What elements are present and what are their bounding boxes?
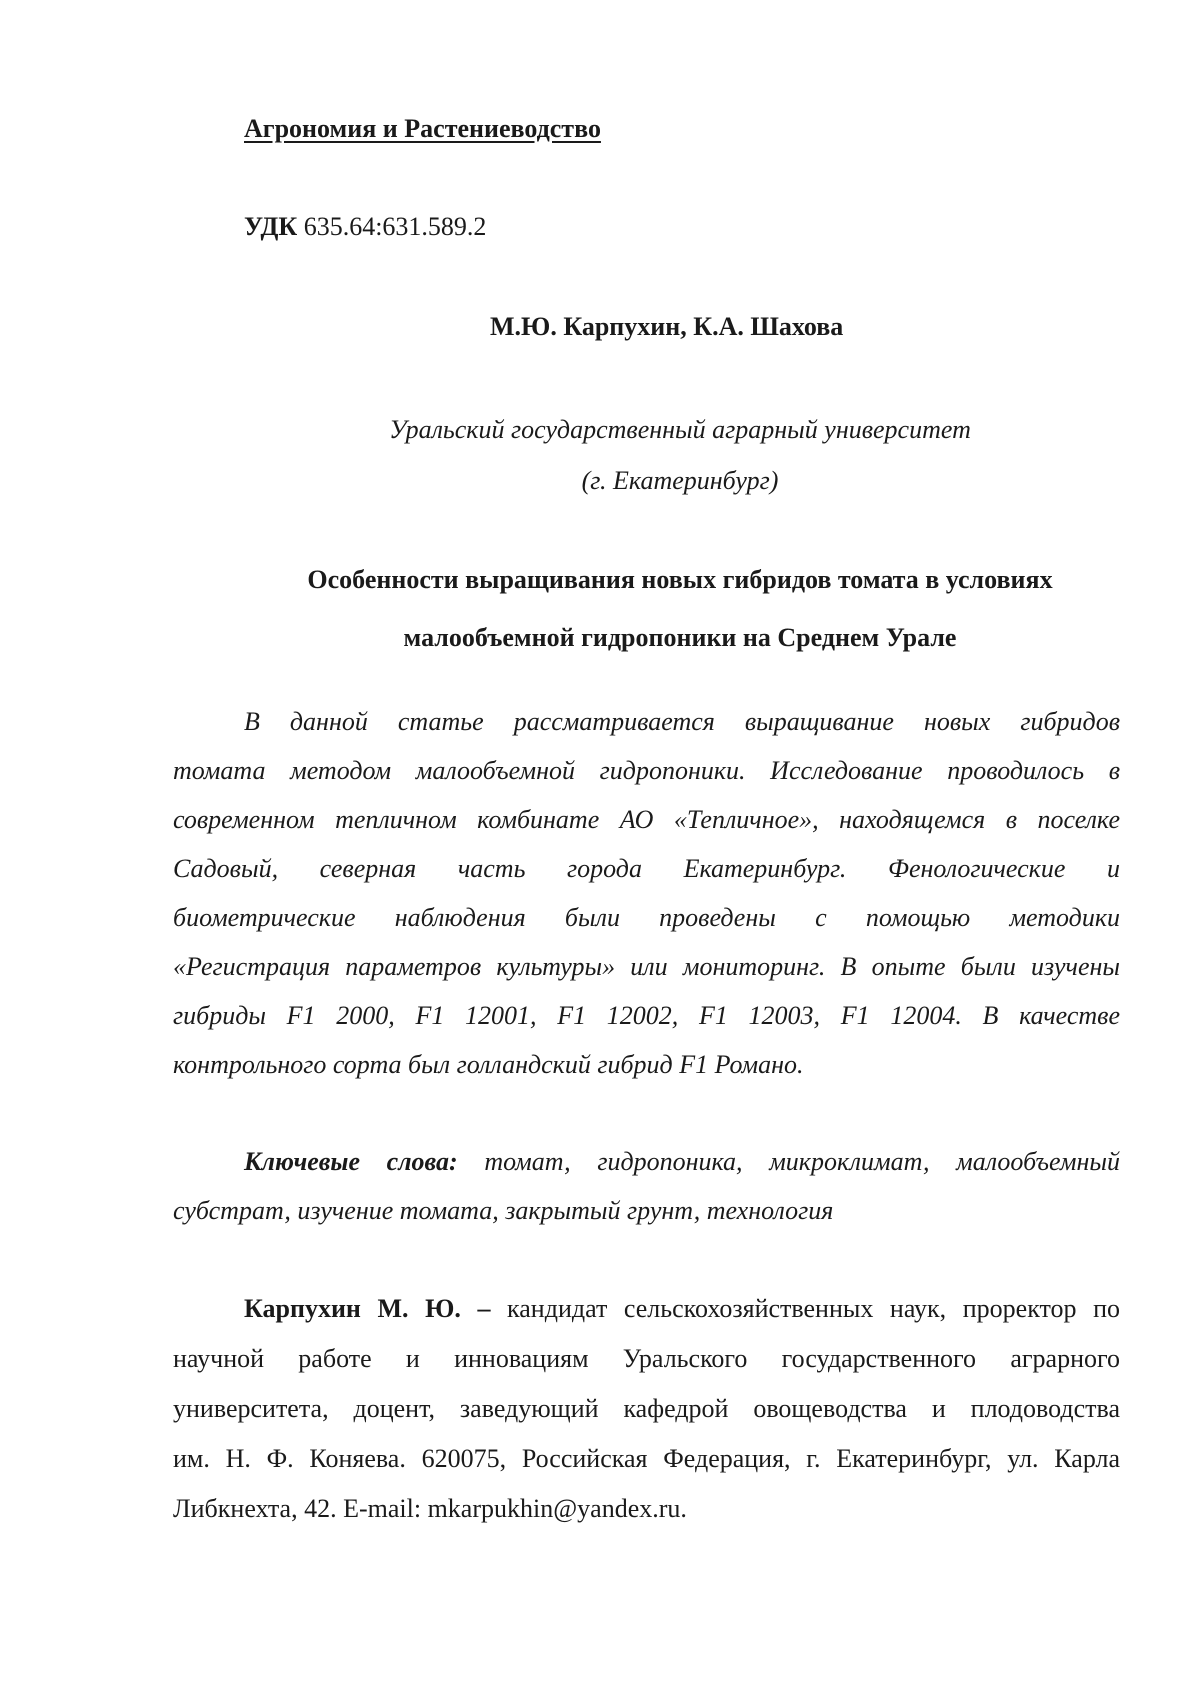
author-info-line: научной работе и инновациям Уральского государственного аграрного — [173, 1334, 1120, 1384]
abstract-line: контрольного сорта был голландский гибрид F1 Романо. — [173, 1040, 1120, 1089]
affiliation-university: Уральский государственный аграрный университет — [200, 404, 1160, 455]
udc-code: 635.64:631.589.2 — [304, 212, 487, 241]
abstract-line: томата методом малообъемной гидропоники. Исследование проводилось в — [173, 746, 1120, 795]
author-info — [173, 1284, 1120, 1534]
title-line: Особенности выращивания новых гибридов томата в условиях — [150, 551, 1200, 609]
article-title — [150, 551, 1200, 667]
keywords-label: Ключевые слова: — [244, 1147, 458, 1176]
author-info-name: Карпухин М. Ю. – — [244, 1294, 490, 1323]
section-heading: Агрономия и Растениеводство — [244, 114, 601, 144]
affiliation — [200, 404, 1160, 506]
udc-label: УДК — [244, 212, 297, 241]
abstract-line: «Регистрация параметров культуры» или мониторинг. В опыте были изучены — [173, 942, 1120, 991]
author-info-line: университета, доцент, заведующий кафедрой овощеводства и плодоводства — [173, 1384, 1120, 1434]
keywords-line: субстрат, изучение томата, закрытый грунт, технология — [173, 1186, 1120, 1235]
affiliation-city: (г. Екатеринбург) — [200, 455, 1160, 506]
keywords-text: томат, гидропоника, микроклимат, малообъемный — [484, 1147, 1120, 1176]
keywords — [173, 1137, 1120, 1235]
author-info-line — [173, 1284, 1120, 1334]
author-info-text: кандидат сельскохозяйственных наук, проректор по — [507, 1294, 1120, 1323]
authors: М.Ю. Карпухин, К.А. Шахова — [490, 312, 843, 342]
title-line: малообъемной гидропоники на Среднем Урале — [150, 609, 1200, 667]
document-page — [0, 0, 1200, 1698]
author-info-line: Либкнехта, 42. E-mail: mkarpukhin@yandex.ru. — [173, 1484, 1120, 1534]
author-info-line: им. Н. Ф. Коняева. 620075, Российская Федерация, г. Екатеринбург, ул. Карла — [173, 1434, 1120, 1484]
abstract-line: современном тепличном комбинате АО «Тепличное», находящемся в поселке — [173, 795, 1120, 844]
abstract — [173, 697, 1120, 1089]
abstract-line: гибриды F1 2000, F1 12001, F1 12002, F1 12003, F1 12004. В качестве — [173, 991, 1120, 1040]
abstract-line: Садовый, северная часть города Екатеринбург. Фенологические и — [173, 844, 1120, 893]
abstract-line: биометрические наблюдения были проведены с помощью методики — [173, 893, 1120, 942]
udc-line — [244, 212, 486, 242]
abstract-line: В данной статье рассматривается выращивание новых гибридов — [173, 697, 1120, 746]
keywords-line — [173, 1137, 1120, 1186]
